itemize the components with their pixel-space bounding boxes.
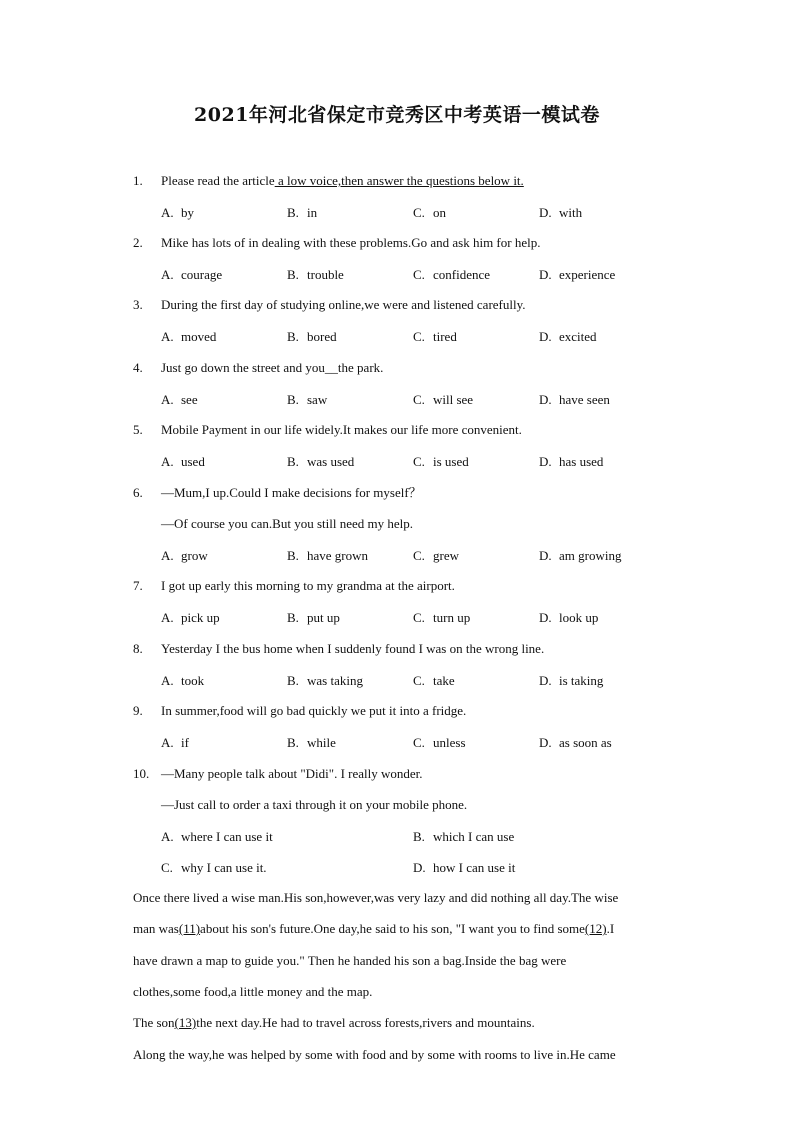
option-d[interactable]: D. as soon as — [539, 735, 612, 750]
question-stem-reply: —Just call to order a taxi through it on your mobile phone. — [161, 797, 468, 812]
option-b[interactable]: B. have grown — [287, 548, 369, 563]
passage-line: The son(13)the next day.He had to travel across forests,rivers and mountains. — [133, 1015, 535, 1030]
question-number: 10. — [133, 766, 150, 781]
options-2 — [161, 266, 641, 284]
option-c[interactable]: C. confidence — [413, 267, 491, 282]
question-stem: During the first day of studying online,we were and listened carefully. — [161, 297, 526, 312]
options-7 — [161, 609, 641, 627]
options-3 — [161, 328, 641, 346]
option-c[interactable]: C. tired — [413, 329, 457, 344]
option-b[interactable]: B. trouble — [287, 267, 344, 282]
question-number: 3. — [133, 297, 143, 312]
option-b[interactable]: B. was used — [287, 454, 355, 469]
option-c[interactable]: C. unless — [413, 735, 466, 750]
question-stem: Mobile Payment in our life widely.It makes our life more convenient. — [161, 422, 522, 437]
blank-13[interactable]: (13) — [174, 1015, 197, 1030]
question-stem: Just go down the street and you__the park. — [161, 360, 384, 375]
option-b[interactable]: B. in — [287, 205, 318, 220]
options-10-row1 — [161, 828, 641, 846]
passage-line: Along the way,he was helped by some with food and by some with rooms to live in.He came — [133, 1047, 616, 1062]
question-stem: —Mum,I up.Could I make decisions for myself？ — [161, 485, 422, 500]
question-number: 1. — [133, 173, 143, 188]
question-stem: Yesterday I the bus home when I suddenly found I was on the wrong line. — [161, 641, 545, 656]
option-a[interactable]: A. where I can use it — [161, 829, 273, 844]
option-d[interactable]: D. has used — [539, 454, 604, 469]
question-number: 4. — [133, 360, 143, 375]
option-a[interactable]: A. moved — [161, 329, 217, 344]
option-a[interactable]: A. pick up — [161, 610, 220, 625]
option-d[interactable]: D. how I can use it — [413, 860, 516, 875]
options-9 — [161, 734, 641, 752]
option-d[interactable]: D. is taking — [539, 673, 604, 688]
option-a[interactable]: A. if — [161, 735, 189, 750]
passage-line: Once there lived a wise man.His son,however,was very lazy and did nothing all day.The wise — [133, 890, 619, 905]
options-1 — [161, 204, 641, 222]
option-a[interactable]: A. by — [161, 205, 194, 220]
options-6 — [161, 547, 641, 565]
option-a[interactable]: A. courage — [161, 267, 223, 282]
question-stem: Please read the article a low voice,then answer the questions below it. — [161, 173, 524, 188]
option-c[interactable]: C. grew — [413, 548, 459, 563]
question-stem: Mike has lots of in dealing with these problems.Go and ask him for help. — [161, 235, 541, 250]
option-a[interactable]: A. used — [161, 454, 205, 469]
option-a[interactable]: A. took — [161, 673, 205, 688]
question-number: 6. — [133, 485, 143, 500]
options-10-row2 — [161, 859, 641, 877]
blank-11[interactable]: (11) — [178, 921, 201, 936]
question-number: 2. — [133, 235, 143, 250]
exam-title: 2021年河北省保定市竞秀区中考英语一模试卷 — [194, 104, 600, 126]
options-4 — [161, 391, 641, 409]
option-b[interactable]: B. bored — [287, 329, 337, 344]
option-a[interactable]: A. grow — [161, 548, 208, 563]
passage-line: clothes,some food,a little money and the map. — [133, 984, 373, 999]
question-number: 5. — [133, 422, 143, 437]
option-c[interactable]: C. will see — [413, 392, 474, 407]
question-stem: —Many people talk about "Didi". I really wonder. — [161, 766, 423, 781]
option-c[interactable]: C. is used — [413, 454, 469, 469]
option-c[interactable]: C. on — [413, 205, 446, 220]
blank-12[interactable]: (12) — [584, 921, 607, 936]
option-d[interactable]: D. have seen — [539, 392, 610, 407]
question-number: 9. — [133, 703, 143, 718]
option-c[interactable]: C. take — [413, 673, 455, 688]
option-d[interactable]: D. experience — [539, 267, 616, 282]
option-c[interactable]: C. why I can use it. — [161, 860, 267, 875]
question-number: 7. — [133, 578, 143, 593]
option-b[interactable]: B. saw — [287, 392, 328, 407]
option-b[interactable]: B. while — [287, 735, 336, 750]
option-d[interactable]: D. look up — [539, 610, 599, 625]
option-b[interactable]: B. put up — [287, 610, 340, 625]
options-8 — [161, 672, 641, 690]
option-b[interactable]: B. which I can use — [413, 829, 515, 844]
passage-line: have drawn a map to guide you." Then he handed his son a bag.Inside the bag were — [133, 953, 567, 968]
option-d[interactable]: D. excited — [539, 329, 597, 344]
option-d[interactable]: D. am growing — [539, 548, 622, 563]
question-stem-reply: —Of course you can.But you still need my help. — [161, 516, 414, 531]
option-d[interactable]: D. with — [539, 205, 583, 220]
passage-line: man was(11)about his son's future.One day,he said to his son, "I want you to find some(12).I — [133, 921, 615, 936]
question-number: 8. — [133, 641, 143, 656]
option-b[interactable]: B. was taking — [287, 673, 363, 688]
option-a[interactable]: A. see — [161, 392, 198, 407]
question-stem: In summer,food will go bad quickly we put it into a fridge. — [161, 703, 467, 718]
question-stem: I got up early this morning to my grandma at the airport. — [161, 578, 455, 593]
option-c[interactable]: C. turn up — [413, 610, 471, 625]
options-5 — [161, 453, 641, 471]
